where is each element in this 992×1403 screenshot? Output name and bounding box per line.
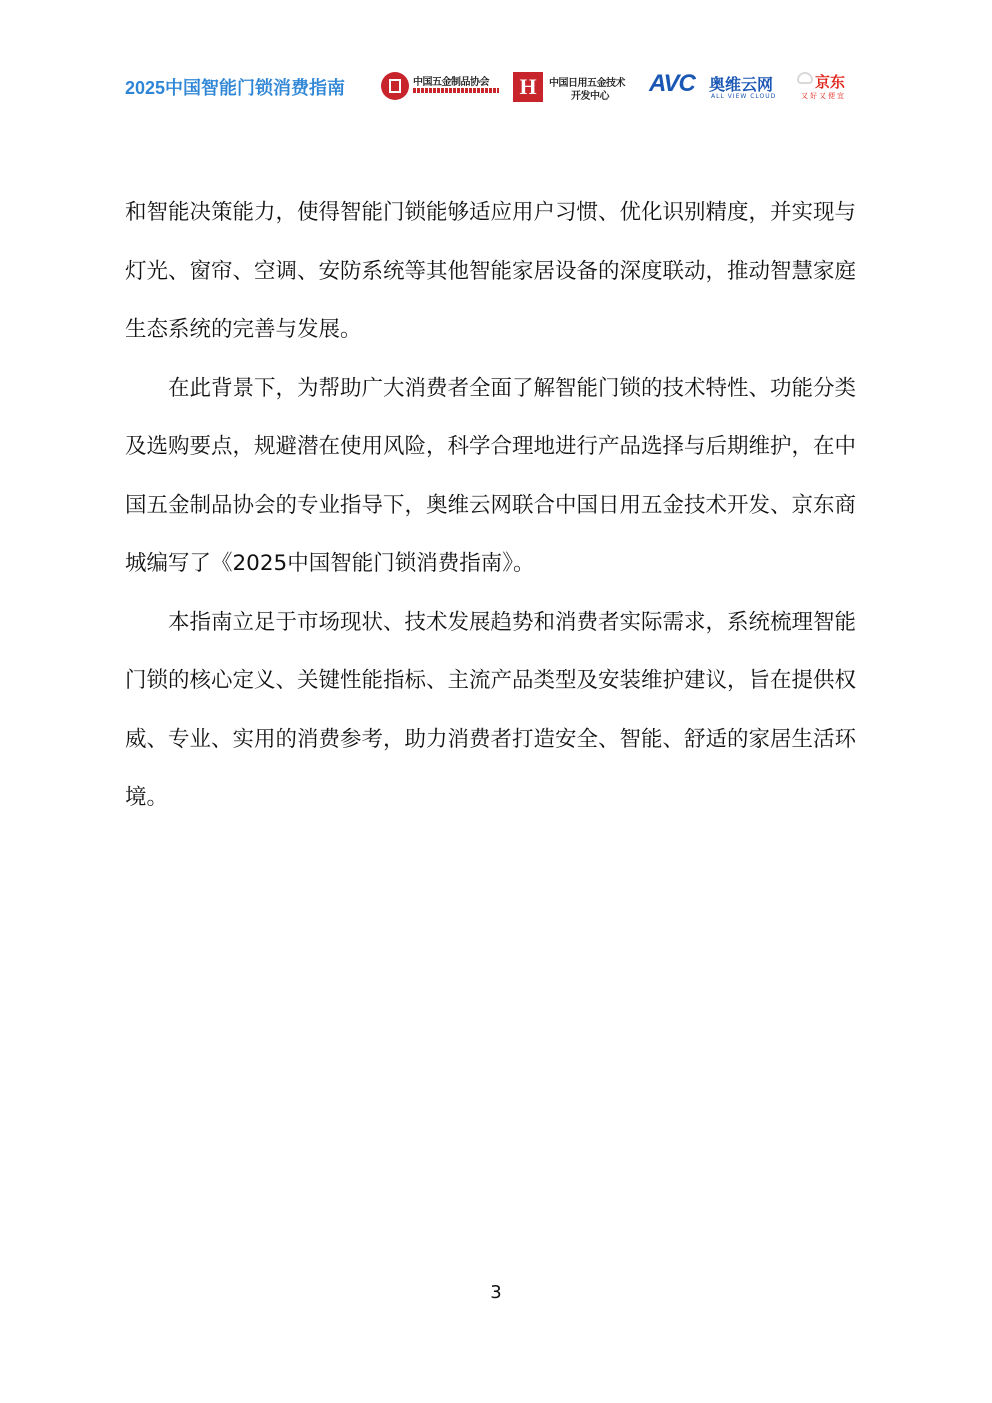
jd-name: 京东 (815, 73, 846, 91)
seal-emblem-icon (381, 72, 409, 100)
document-title: 2025中国智能门锁消费指南 (125, 78, 346, 98)
avc-chinese-name: 奥维云网 (709, 75, 774, 94)
jd-slogan: 又好又便宜 (801, 92, 846, 100)
page-header (125, 66, 865, 106)
cnhfa-subline (413, 88, 499, 93)
avc-english-name: ALL VIEW CLOUD (711, 93, 777, 100)
body-text (125, 184, 870, 828)
jd-dog-icon (797, 72, 813, 84)
paragraph-background: 在此背景下，为帮助广大消费者全面了解智能门锁的技术特性、功能分类及选购要点，规避潜在使用风险，科学合理地进行产品选择与后期维护，在中国五金制品协会的专业指导下，奥维云网联合中国日用五金技术开发、京东商城编写了《2025中国智能门锁消费指南》。 (125, 375, 857, 576)
hdc-logo (513, 66, 639, 106)
jd-logo (795, 66, 861, 106)
cnhfa-logo (381, 66, 503, 106)
avc-logo (649, 66, 785, 106)
h-mark-icon: H (513, 72, 543, 102)
hdc-name-line2: 开发中心 (571, 91, 609, 102)
paragraph-continued: 和智能决策能力，使得智能门锁能够适应用户习惯、优化识别精度，并实现与灯光、窗帘、空调、安防系统等其他智能家居设备的深度联动，推动智慧家庭生态系统的完善与发展。 (125, 200, 857, 342)
avc-mark: AVC (649, 70, 695, 97)
paragraph-purpose: 本指南立足于市场现状、技术发展趋势和消费者实际需求，系统梳理智能门锁的核心定义、关键性能指标、主流产品类型及安装维护建议，旨在提供权威、专业、实用的消费参考，助力消费者打造安全、智能、舒适的家居生活环境。 (125, 609, 857, 810)
cnhfa-name: 中国五金制品协会 (413, 77, 489, 88)
hdc-name-line1: 中国日用五金技术 (549, 78, 625, 89)
page-number: 3 (490, 1282, 502, 1303)
